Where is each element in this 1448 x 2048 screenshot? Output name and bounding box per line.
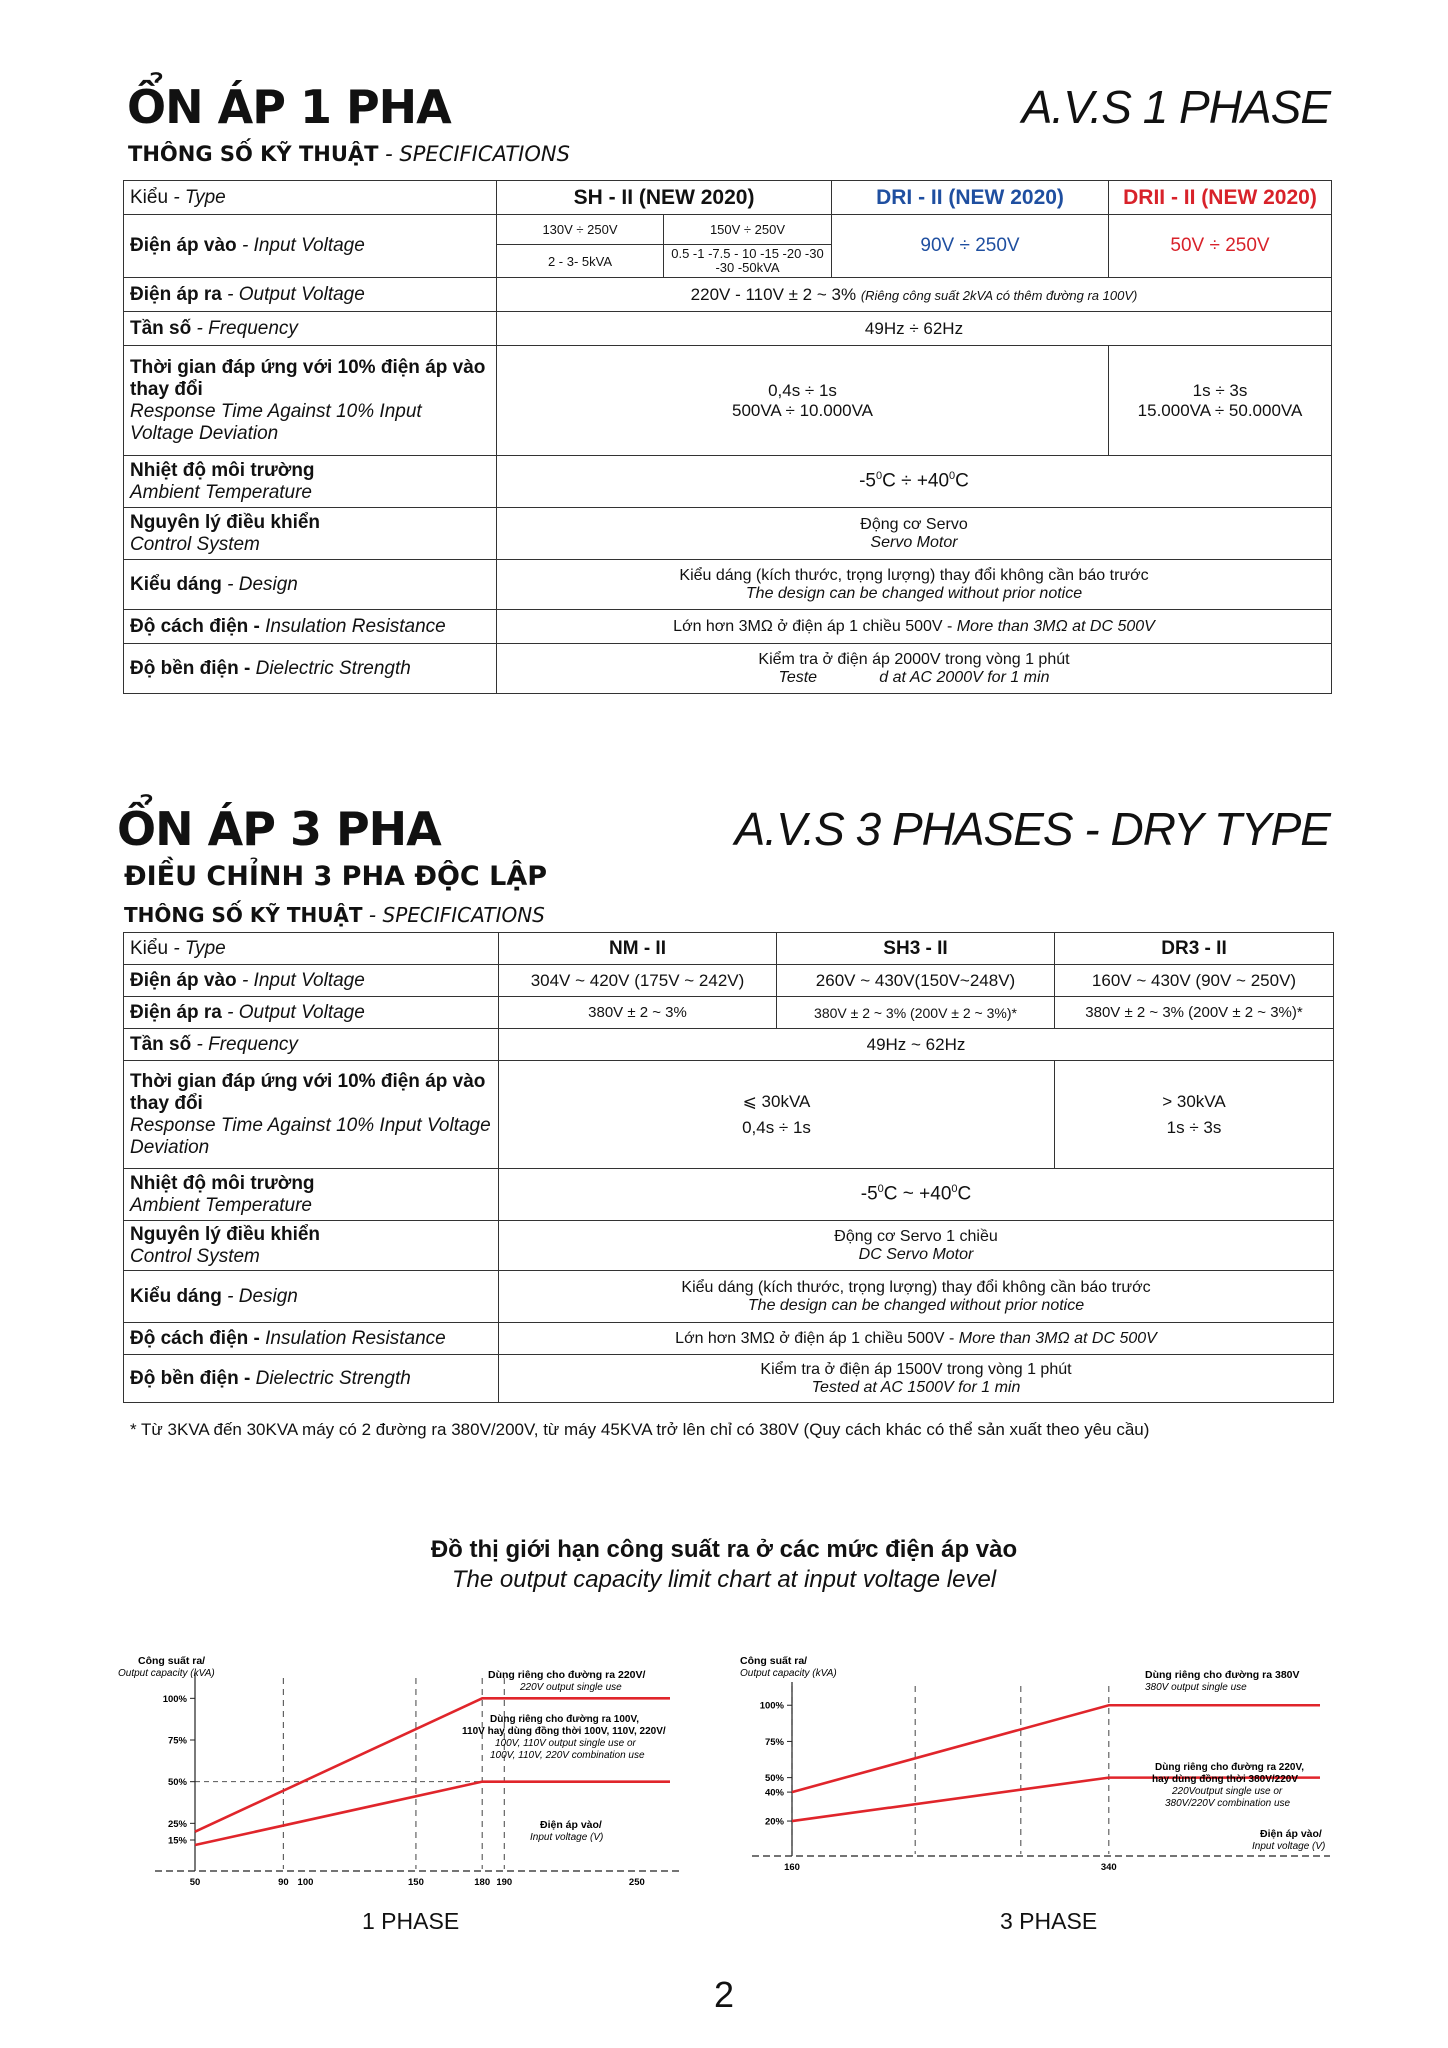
row-freq-label: Tần số - Frequency xyxy=(124,312,497,346)
charts-title-en: The output capacity limit chart at input voltage level xyxy=(451,1566,997,1593)
resp3-a: ⩽ 30kVA 0,4s ÷ 1s xyxy=(499,1061,1055,1169)
chart2-legend-b4: 380V/220V combination use xyxy=(1165,1798,1291,1809)
chart2-legend-b1: Dùng riêng cho đường ra 220V, xyxy=(1155,1762,1305,1773)
row-input-label: Điện áp vào - Input Voltage xyxy=(124,215,497,278)
design-value: Kiểu dáng (kích thước, trọng lượng) thay đổi không cần báo trước The design can be changed without prior notice xyxy=(497,560,1332,610)
insul3-value: Lớn hơn 3MΩ ở điện áp 1 chiều 500V - More than 3MΩ at DC 500V xyxy=(499,1323,1334,1355)
resp-a: 0,4s ÷ 1s 500VA ÷ 10.000VA xyxy=(497,346,1109,456)
chart1-legend-b4: 100V, 110V, 220V combination use xyxy=(490,1750,645,1761)
model-dri: DRI - II (NEW 2020) xyxy=(832,181,1109,215)
sh-kva-b: 0.5 -1 -7.5 - 10 -15 -20 -30 -30 -50kVA xyxy=(664,245,832,278)
c2-ytick-label: 20% xyxy=(764,1816,784,1828)
dr3-output: 380V ± 2 ~ 3% (200V ± 2 ~ 3%)* xyxy=(1055,997,1334,1029)
section2-title-en: A.V.S 3 PHASES - DRY TYPE xyxy=(734,803,1330,855)
row3-type-label: Kiểu - Type xyxy=(124,933,499,965)
temp-value: $-5^0C \div +40^0C$ xyxy=(497,456,1332,508)
freq3-value: 49Hz ~ 62Hz xyxy=(499,1029,1334,1061)
sh-input-a: 130V ÷ 250V xyxy=(497,215,664,245)
c2-xtick-label: 160 xyxy=(784,1862,800,1873)
row3-insul-label: Độ cách điện - Insulation Resistance xyxy=(124,1323,499,1355)
spec-table-1phase xyxy=(123,180,1332,694)
row3-diel-label: Độ bền điện - Dielectric Strength xyxy=(124,1355,499,1403)
chart2-legend-a-en: 380V output single use xyxy=(1145,1682,1247,1693)
chart1-legend-a-en: 220V output single use xyxy=(520,1682,622,1693)
c2-xtick-label: 340 xyxy=(1100,1862,1117,1873)
chart2-ylabel: Công suất ra/ xyxy=(740,1655,808,1667)
sh3-input: 260V ~ 430V(150V~248V) xyxy=(777,965,1055,997)
chart2-ylabel-en: Output capacity (kVA) xyxy=(740,1668,837,1679)
row-resp-label: Thời gian đáp ứng với 10% điện áp vào thay đổi Response Time Against 10% Input Voltage Deviation xyxy=(124,346,497,456)
row-ctrl-label: Nguyên lý điều khiển Control System xyxy=(124,508,497,560)
c2-ytick-label: 75% xyxy=(764,1736,784,1748)
model-nm: NM - II xyxy=(499,933,777,965)
page-number: 2 xyxy=(713,1974,735,2015)
c1-xtick-label: 190 xyxy=(496,1877,513,1885)
row3-temp-label: Nhiệt độ môi trường Ambient Temperature xyxy=(124,1169,499,1221)
chart2-xlabel-en: Input voltage (V) xyxy=(1252,1841,1326,1852)
drii-input: 50V ÷ 250V xyxy=(1109,215,1332,278)
footnote: * Từ 3KVA đến 30KVA máy có 2 đường ra 380V/200V, từ máy 45KVA trở lên chỉ có 380V (Quy cách khác có thể sản xuất theo yêu cầu) xyxy=(130,1420,1150,1439)
nm-input: 304V ~ 420V (175V ~ 242V) xyxy=(499,965,777,997)
chart2-legend-a: Dùng riêng cho đường ra 380V xyxy=(1145,1669,1300,1681)
chart1-caption: 1 PHASE xyxy=(362,1908,460,1934)
c1-xtick-label: 90 xyxy=(278,1877,289,1885)
chart2-xlabel: Điện áp vào/ xyxy=(1260,1828,1322,1840)
resp-b: 1s ÷ 3s 15.000VA ÷ 50.000VA xyxy=(1109,346,1332,456)
c1-xtick-label: 180 xyxy=(474,1877,491,1885)
dr3-input: 160V ~ 430V (90V ~ 250V) xyxy=(1055,965,1334,997)
row-temp-label: Nhiệt độ môi trường Ambient Temperature xyxy=(124,456,497,508)
row3-freq-label: Tần số - Frequency xyxy=(124,1029,499,1061)
insul-value: Lớn hơn 3MΩ ở điện áp 1 chiều 500V - More than 3MΩ at DC 500V xyxy=(497,610,1332,644)
c1-ytick-label: 25% xyxy=(167,1818,187,1830)
chart1-legend-b3: 100V, 110V output single use or xyxy=(495,1738,636,1749)
sh3-output: 380V ± 2 ~ 3% (200V ± 2 ~ 3%)* xyxy=(777,997,1055,1029)
resp3-b: > 30kVA 1s ÷ 3s xyxy=(1055,1061,1334,1169)
row3-ctrl-label: Nguyên lý điều khiển Control System xyxy=(124,1221,499,1271)
chart1-legend-b2: 110V hay dùng đồng thời 100V, 110V, 220V/ xyxy=(462,1726,666,1737)
row-insul-label: Độ cách điện - Insulation Resistance xyxy=(124,610,497,644)
chart1-ylabel-en: Output capacity (kVA) xyxy=(118,1668,215,1679)
chart-1phase xyxy=(110,1650,710,1885)
row3-input-label: Điện áp vào - Input Voltage xyxy=(124,965,499,997)
chart1-xlabel: Điện áp vào/ xyxy=(540,1819,602,1831)
nm-output: 380V ± 2 ~ 3% xyxy=(499,997,777,1029)
c1-ytick-label: 15% xyxy=(167,1835,187,1847)
diel3-value: Kiểm tra ở điện áp 1500V trong vòng 1 phút Tested at AC 1500V for 1 min xyxy=(499,1355,1334,1403)
c1-ytick-label: 75% xyxy=(167,1735,187,1747)
ctrl3-value: Động cơ Servo 1 chiều DC Servo Motor xyxy=(499,1221,1334,1271)
c2-ytick-label: 50% xyxy=(764,1773,784,1785)
chart2-legend-b2: hay dùng đồng thời 380V/220V xyxy=(1152,1774,1299,1785)
temp3-value: $-5^0C$ ~ $+40^0C$ xyxy=(499,1169,1334,1221)
freq-value: 49Hz ÷ 62Hz xyxy=(497,312,1332,346)
chart1-xlabel-en: Input voltage (V) xyxy=(530,1832,604,1843)
section2-spec-heading: THÔNG SỐ KỸ THUẬT - SPECIFICATIONS xyxy=(124,903,545,927)
row3-output-label: Điện áp ra - Output Voltage xyxy=(124,997,499,1029)
model-sh3: SH3 - II xyxy=(777,933,1055,965)
chart-3phase xyxy=(740,1650,1340,1885)
section1-spec-heading: THÔNG SỐ KỸ THUẬT - SPECIFICATIONS xyxy=(128,142,570,166)
chart1-legend-b1: Dùng riêng cho đường ra 100V, xyxy=(490,1714,640,1725)
c1-xtick-label: 50 xyxy=(189,1877,201,1885)
section1-title-en: A.V.S 1 PHASE xyxy=(1021,81,1330,133)
c1-ytick-label: 100% xyxy=(162,1693,187,1705)
diel-value: Kiểm tra ở điện áp 2000V trong vòng 1 phút Teste d at AC 2000V for 1 min xyxy=(497,644,1332,694)
c2-ytick-label: 100% xyxy=(759,1700,784,1712)
chart1-legend-a: Dùng riêng cho đường ra 220V/ xyxy=(488,1669,646,1681)
section1-title-vn: ỔN ÁP 1 PHA xyxy=(127,80,451,134)
row-design-label: Kiểu dáng - Design xyxy=(124,560,497,610)
section2-title-vn: ỔN ÁP 3 PHA xyxy=(117,802,441,856)
row-type-label: Kiểu - Type xyxy=(124,181,497,215)
c1-xtick-label: 150 xyxy=(408,1877,424,1885)
row-output-label: Điện áp ra - Output Voltage xyxy=(124,278,497,312)
sh-kva-a: 2 - 3- 5kVA xyxy=(497,245,664,278)
chart1-ylabel: Công suất ra/ xyxy=(138,1655,206,1667)
chart2-caption: 3 PHASE xyxy=(1000,1908,1098,1934)
row3-design-label: Kiểu dáng - Design xyxy=(124,1271,499,1323)
model-drii: DRII - II (NEW 2020) xyxy=(1109,181,1332,215)
chart2-legend-b3: 220Voutput single use or xyxy=(1172,1786,1283,1797)
model-dr3: DR3 - II xyxy=(1055,933,1334,965)
design3-value: Kiểu dáng (kích thước, trọng lượng) thay đổi không cần báo trước The design can be changed without prior notice xyxy=(499,1271,1334,1323)
spec-table-3phase xyxy=(123,932,1334,1403)
c2-ytick-label: 40% xyxy=(764,1787,784,1799)
ctrl-value: Động cơ Servo Servo Motor xyxy=(497,508,1332,560)
output-value: 220V - 110V ± 2 ~ 3% (Riêng công suất 2kVA có thêm đường ra 100V) xyxy=(497,278,1332,312)
c1-xtick-label: 100 xyxy=(297,1877,314,1885)
row-diel-label: Độ bền điện - Dielectric Strength xyxy=(124,644,497,694)
row3-resp-label: Thời gian đáp ứng với 10% điện áp vào thay đổi Response Time Against 10% Input Voltage Deviation xyxy=(124,1061,499,1169)
c1-xtick-label: 250 xyxy=(628,1877,645,1885)
c1-ytick-label: 50% xyxy=(167,1777,187,1789)
charts-title-vn: Đồ thị giới hạn công suất ra ở các mức điện áp vào xyxy=(430,1536,1018,1563)
dri-input: 90V ÷ 250V xyxy=(832,215,1109,278)
section2-subtitle: ĐIỀU CHỈNH 3 PHA ĐỘC LẬP xyxy=(124,861,548,892)
sh-input-b: 150V ÷ 250V xyxy=(664,215,832,245)
model-sh: SH - II (NEW 2020) xyxy=(497,181,832,215)
